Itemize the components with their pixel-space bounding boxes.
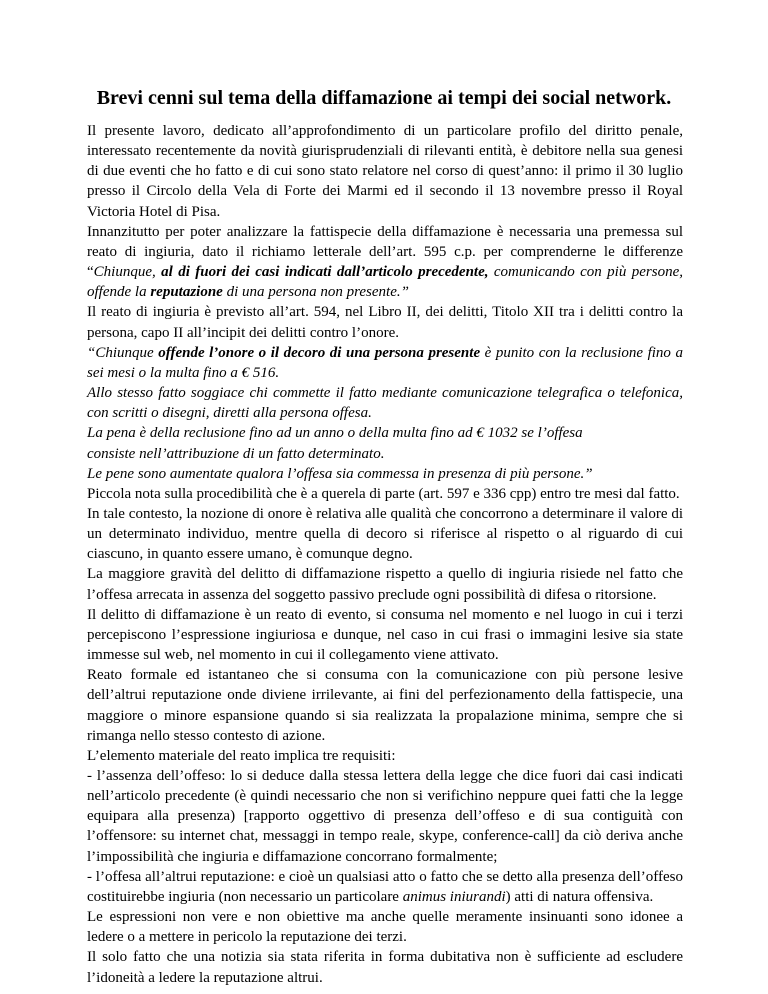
paragraph-intro: Il presente lavoro, dedicato all’approfondimento di un particolare profilo del diritto penale, interessato recentemente da novità giurisprudenziali di rilevanti entità, è debitore nella sua genesi di due eventi che ho fatto e di cui sono stato relatore nel corso di quest’anno: il primo il 30 luglio presso il Circolo della Vela di Forte dei Marmi ed il secondo il 13 novembre presso il Royal Victoria Hotel di Pisa. — [87, 123, 683, 220]
document-title: Brevi cenni sul tema della diffamazione ai tempi dei social network. — [96, 87, 672, 109]
art594-quote-1c: è punito con la reclusione fino a sei mesi o la multa fino a € 516. — [87, 344, 683, 381]
art594-quote-4: Le pene sono aumentate qualora l’offesa sia commessa in presenza di più persone.” — [87, 465, 593, 482]
paragraph-assenza-offeso: - l’assenza dell’offeso: lo si deduce dalla stessa lettera della legge che dice fuori dai casi indicati nell’articolo precedente (è quindi necessario che non si verifichino neppure quei fatti che la legge equipara alla presenza) [rapporto oggettivo di presenza dell’offeso e di sua contiguità con l’offensore: su internet chat, messaggi in tempo reale, skype, conference-call] da ciò deriva anche l’impossibilità che ingiuria e diffamazione concorrano formalmente; — [87, 768, 683, 865]
art594-quote-2: Allo stesso fatto soggiace chi commette il fatto mediante comunicazione telegrafica o telefonica, con scritti o disegni, diretti alla persona offesa. — [87, 385, 683, 422]
art595-quote-bold: al di fuori dei casi indicati dall’articolo precedente, — [161, 264, 489, 281]
art594-quote-3b: consiste nell’attribuzione di un fatto determinato. — [87, 445, 385, 462]
art594-quote-1-bold: offende l’onore o il decoro di una persona presente — [158, 344, 481, 361]
premessa-text: Innanzitutto per poter analizzare la fattispecie della diffamazione è necessaria una premessa sul reato di ingiuria, dato il richiamo letterale dell’art. 595 c.p. per comprenderne le differenze “ — [87, 223, 683, 281]
animus-iniurandi: animus iniurandi — [402, 888, 506, 905]
paragraph-procedibilita: Piccola nota sulla procedibilità che è a querela di parte (art. 597 e 336 cpp) entro tre mesi dal fatto. — [87, 485, 680, 502]
paragraph-offesa-reputazione — [87, 867, 683, 907]
offesa-text-c: ) atti di natura offensiva. — [505, 888, 654, 905]
paragraph-ingiuria: Il reato di ingiuria è previsto all’art. 594, nel Libro II, dei delitti, Titolo XII tra i delitti contro la persona, capo II all’incipit dei delitti contro l’onore. — [87, 304, 683, 341]
paragraph-requisiti: L’elemento materiale del reato implica tre requisiti: — [87, 747, 396, 764]
paragraph-reato-evento: Il delitto di diffamazione è un reato di evento, si consuma nel momento e nel luogo in cui i terzi percepiscono l’espressione ingiuriosa e dunque, nel caso in cui frasi o immagini lesive sia state immesse sul web, nel momento in cui il collegamento viene attivato. — [87, 606, 683, 664]
paragraph-gravita: La maggiore gravità del delitto di diffamazione rispetto a quello di ingiuria risiede nel fatto che l’offesa arrecata in assenza del soggetto passivo preclude ogni possibilità di difesa o ritorsione. — [87, 566, 683, 603]
paragraph-espressioni: Le espressioni non vere e non obiettive ma anche quelle meramente insinuanti sono idonee a ledere o a mettere in pericolo la reputazione dei terzi. — [87, 909, 683, 946]
paragraph-reato-formale: Reato formale ed istantaneo che si consuma con la comunicazione con più persone lesive dell’altrui reputazione onde diviene irrilevante, ai fini del perfezionamento della fattispecie, una maggiore o minore espansione quando si sia realizzata la propalazione minima, sempre che si rimanga nello stesso contesto di azione. — [87, 667, 683, 744]
paragraph-premessa — [87, 222, 683, 303]
document-body — [87, 121, 683, 988]
art594-quote-3a: La pena è della reclusione fino ad un anno o della multa fino ad € 1032 se l’offesa — [87, 425, 583, 442]
art595-quote-end: di una persona non presente.” — [222, 284, 409, 301]
art594-quote-1 — [87, 343, 683, 383]
offesa-text-a: - l’offesa all’altrui reputazione: e cioè un qualsiasi atto o fatto che se detto alla presenza dell’offeso costituirebbe ingiuria (non necessario un particolare — [87, 868, 683, 905]
art594-quote-1a: “Chiunque — [87, 344, 159, 361]
paragraph-forma-dubitativa: Il solo fatto che una notizia sia stata riferita in forma dubitativa non è sufficiente ad escludere l’idoneità a ledere la reputazione altrui. — [87, 949, 683, 986]
paragraph-onore: In tale contesto, la nozione di onore è relativa alle qualità che concorrono a determinare il valore di un determinato individuo, mentre quella di decoro si riferisce al rispetto o al riguardo di cui ciascuno, in quanto essere umano, è comunque degno. — [87, 505, 683, 563]
art595-quote-reputazione: reputazione — [150, 284, 223, 301]
art595-quote-mid: comunicando con più persone, offende la — [87, 264, 683, 301]
art595-quote-start: Chiunque, — [93, 264, 162, 281]
